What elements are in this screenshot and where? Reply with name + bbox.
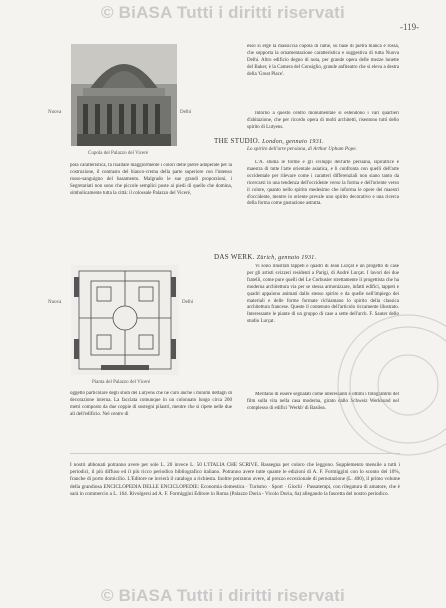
- right-second-paragraph: Intorno a questo centro monumentale si estendono i vari quartieri d'abitazione, che per ricordo opera di molti architetti, risentono tutti dello spirito di Lutyens.: [247, 111, 399, 130]
- page-number: -119-: [400, 22, 420, 32]
- section-the-studio-title: THE STUDIO.: [214, 137, 261, 145]
- section-das-werk-title: DAS WERK.: [214, 253, 255, 261]
- footer-divider: [70, 453, 400, 454]
- section-das-werk-body: Vi sono illustrati tappeti e quadri di Jean Lurçat e un progetto di case per gli artisti svizzeri residenti a Parigi, di André Lurçat. I lavori dei due fratelli, come pure quelli del Le Corbusier strettamente il progettista che ha moderna architettura via per se stessa armonizzare, infatti edifici, tappeti e quadri appaiono animati dallo stesso spirito e da quelle nell'impiego dei materiali e delle forme formate richiamano lo spirito della classica architettura francese. Queste il contenuto dell'articolo riccamente illustrato. Interessante le piante di un gruppo di case a sette dell'arch. F. Sauter dello studio Lurçat.: [247, 264, 399, 325]
- footer-notice: I nostri abbonati potranno avere per sole L. 20 invece L. 50 L'ITALIA CHE SCRIVE. Rassegna per coloro che leggono. Supplemento mensile a tutti i periodici, il più diffuso ed il più ricco periodico bibliografico italiano. Potranno avere tutte quante le edizioni di A. F. Formiggini con lo sconto del 10%, franche di porto domicilio. L'Editore ne invierà il catalogo a richiesta. Inoltre potranno avere, al prezzo eccezionale di pernotazione (L. 400), il primo volume della grandiosa ENCICLOPEDIA DELLE ENCICLOPEDIE: Economia domestica · Turismo · Sport · Giochi · Passatempi, con rilegatura di amatore, che è sarà in commercio a L. 164. Rivolgersi ad A. F. Formiggini Editore in Roma (Palazzo Doria - Vicolo Doria, 6a) allegando la fascetta del nostro periodico.: [70, 462, 400, 497]
- photo-side-left: Nuova: [48, 110, 62, 115]
- plan-side-right: Delhi: [182, 300, 194, 305]
- right-intro-paragraph: esso si erge la massiccia cupola di rame, su base di pietra bianca e rossa, che sopporta la ornamentazione caratteristica e suggestiva di tutta Nuova Delhi. Altro edificio degno di nota, per grande opera delle mezze lunette del Baker, è la Camera del Consiglio, grande anfiteatro che si eleva a destra della 'Great Place'.: [247, 44, 399, 77]
- dome-photo: [71, 44, 177, 146]
- floor-plan-image: [71, 265, 179, 375]
- photo-side-right: Delhi: [180, 110, 192, 115]
- left-column-bottom: oggetto particolare degli studi del Lutyens che ne curò anche i minimi dettagli di decorazione interna. La facciata comunque in un colonnato lungo circa 200 metri composto da due coppie di sostegni pilastri, mentre che si ripete nelle due ali dell'edificio. Nel centro di: [70, 391, 232, 417]
- watermark-top: © BiASA Tutti i diritti riservati: [101, 3, 345, 22]
- plan-side-left: Nuova: [48, 300, 62, 305]
- left-column-top: pola caratteristica, fa risaltare maggiormente i colori delle pietre adoperate per la costruzione, il contrasto del bianco-crema della parte superiore con l'intenso rosso-sanguigno del basamento. Malgrado le sue grandi proporzioni, i Segretariati non sono che piccole semplici poste ai piedi di quello che domina, simbolicamente tutta la città: il colossale Palazzo del Viceré,: [70, 163, 232, 196]
- section-das-werk-body-2: Meritano di essere segnalati come interessanti e ottimi i fotogrammi del film sulla vita nella casa moderna, girato dallo Schweiz Werkbund nel complesso di edifici 'Werkb' di Basilea.: [247, 392, 399, 411]
- dome-photo-image: [71, 44, 177, 146]
- photo-caption: Cupola del Palazzo del Viceré: [88, 151, 149, 156]
- section-the-studio-date: London, gennaio 1931.: [262, 139, 325, 145]
- plan-caption: Pianta del Palazzo del Viceré: [92, 380, 151, 385]
- section-das-werk-date: Zürich, gennaio 1931.: [256, 255, 317, 261]
- floor-plan: [71, 265, 179, 375]
- watermark-bottom: © BiASA Tutti i diritti riservati: [101, 586, 345, 605]
- section-das-werk: [214, 253, 316, 261]
- section-the-studio-body: L'A. studia le forme e gli sviluppi dell'arte persiana, ispiratrice e maestra di tutte l'arte orientale asiatica, e li confronta con quelli dell'arte occidentale per rilevare come i caratteri differenziali non siano tanto da ricercarsi in una tendenza dell'occidente verso la forma e dell'oriente verso il colore, quanto nello spirito medesimo che informa le opere dei maestri d'occidente, mentre in oriente prevale uno spirito decorativo e una ricerca della forma come gustazione astratta.: [247, 160, 399, 207]
- section-the-studio-subtitle: Lo spirito dell'arte persiana, di Arthur Upham Pope.: [247, 146, 357, 152]
- section-the-studio: [214, 137, 324, 145]
